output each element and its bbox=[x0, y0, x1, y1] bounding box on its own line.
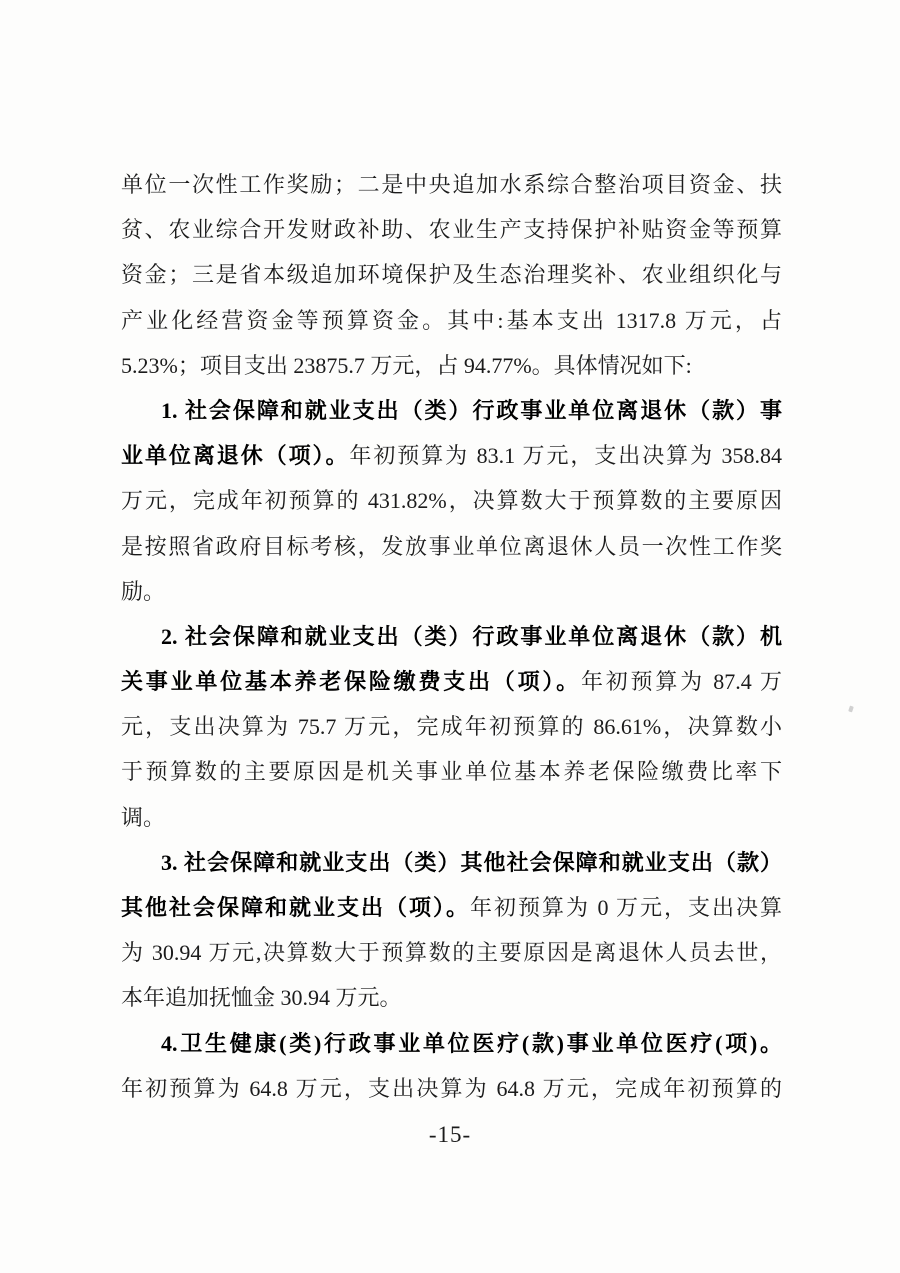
text-block bbox=[121, 162, 782, 1111]
body-segment: 5.23%；项目支出 23875.7 万元，占 94.77%。具体情况如下: bbox=[121, 352, 692, 378]
text-line bbox=[121, 569, 782, 614]
text-line bbox=[121, 388, 782, 433]
text-line bbox=[121, 795, 782, 840]
text-line bbox=[121, 659, 782, 704]
text-line bbox=[121, 930, 782, 975]
text-line bbox=[121, 1066, 782, 1111]
text-line bbox=[121, 1021, 782, 1066]
heading-segment: 1. 社会保障和就业支出（类）行政事业单位离退休（款）事 bbox=[161, 397, 782, 423]
text-line bbox=[121, 704, 782, 749]
paragraph-item-2 bbox=[121, 614, 782, 840]
body-segment: 年初预算为 87.4 万 bbox=[580, 669, 782, 695]
body-segment: 年初预算为 83.1 万元，支出决算为 358.84 bbox=[349, 443, 782, 469]
heading-segment: 3. 社会保障和就业支出（类）其他社会保障和就业支出（款） bbox=[161, 849, 782, 875]
text-line bbox=[121, 614, 782, 659]
heading-segment: 其他社会保障和就业支出（项）。 bbox=[121, 895, 470, 920]
body-segment: 元，支出决算为 75.7 万元，完成年初预算的 86.61%，决算数小 bbox=[121, 714, 782, 740]
paragraph-item-4 bbox=[121, 1021, 782, 1111]
text-line bbox=[121, 749, 782, 794]
text-line bbox=[121, 162, 782, 207]
text-line bbox=[121, 524, 782, 569]
text-line bbox=[121, 343, 782, 388]
body-segment: 年初预算为 0 万元，支出决算 bbox=[469, 895, 782, 920]
paragraph-item-1 bbox=[121, 388, 782, 614]
body-segment: 本年追加抚恤金 30.94 万元。 bbox=[121, 985, 402, 1011]
body-segment: 为 30.94 万元,决算数大于预算数的主要原因是离退休人员去世， bbox=[121, 940, 782, 966]
text-line bbox=[121, 975, 782, 1020]
body-segment: 于预算数的主要原因是机关事业单位基本养老保险缴费比率下 bbox=[121, 759, 782, 785]
body-segment: 产业化经营资金等预算资金。其中:基本支出 1317.8 万元，占 bbox=[121, 307, 782, 333]
text-line bbox=[121, 433, 782, 478]
text-line bbox=[121, 840, 782, 885]
heading-segment: 4.卫生健康(类)行政事业单位医疗(款)事业单位医疗(项)。 bbox=[161, 1030, 782, 1056]
body-segment: 调。 bbox=[121, 804, 166, 830]
body-segment: 年初预算为 64.8 万元，支出决算为 64.8 万元，完成年初预算的 bbox=[121, 1075, 782, 1101]
body-segment: 励。 bbox=[121, 578, 166, 604]
body-segment: 单位一次性工作奖励；二是中央追加水系综合整治项目资金、扶 bbox=[121, 172, 782, 197]
page-number: -15- bbox=[428, 1122, 472, 1147]
body-segment: 资金；三是省本级追加环境保护及生态治理奖补、农业组织化与 bbox=[121, 262, 782, 288]
text-line bbox=[121, 478, 782, 523]
heading-segment: 业单位离退休（项）。 bbox=[121, 443, 350, 469]
text-line bbox=[121, 885, 782, 930]
scan-artifact bbox=[848, 706, 854, 713]
body-segment: 万元，完成年初预算的 431.82%，决算数大于预算数的主要原因 bbox=[121, 488, 782, 514]
heading-segment: 关事业单位基本养老保险缴费支出（项）。 bbox=[121, 669, 581, 695]
text-line bbox=[121, 252, 782, 297]
body-segment: 贫、农业综合开发财政补助、农业生产支持保护补贴资金等预算 bbox=[121, 217, 782, 243]
heading-segment: 2. 社会保障和就业支出（类）行政事业单位离退休（款）机 bbox=[161, 623, 782, 649]
text-line bbox=[121, 207, 782, 252]
body-segment: 是按照省政府目标考核，发放事业单位离退休人员一次性工作奖 bbox=[121, 533, 782, 559]
paragraph-item-3 bbox=[121, 840, 782, 1021]
paragraph-continuation bbox=[121, 162, 782, 388]
text-line bbox=[121, 298, 782, 343]
